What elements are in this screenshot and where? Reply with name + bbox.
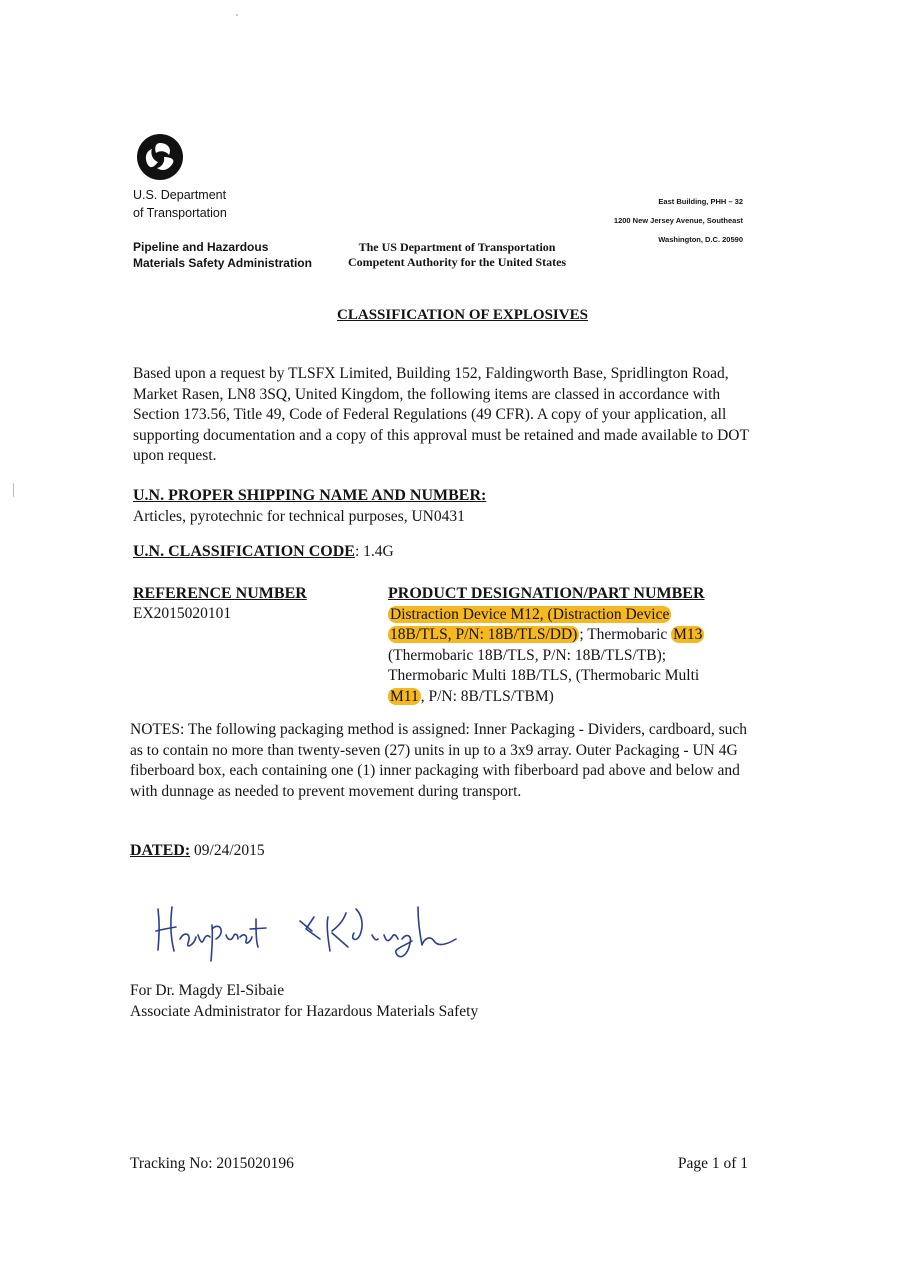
product-text: , P/N: 8B/TLS/TBM) (420, 687, 554, 705)
competent-authority (348, 240, 566, 270)
product-text: (Thermobaric 18B/TLS, P/N: 18B/TLS/TB); (388, 646, 667, 664)
reference-heading: REFERENCE NUMBER (133, 585, 307, 602)
agency-line-2: Materials Safety Administration (133, 256, 312, 270)
page-number: Page 1 of 1 (677, 1155, 748, 1172)
product-highlight: M11 (390, 687, 419, 705)
dot-logo (136, 133, 184, 181)
signature-graphic (150, 895, 470, 965)
scan-speck (236, 14, 238, 16)
address-line-1: East Building, PHH – 32 (658, 197, 743, 206)
shipping-heading: U.N. PROPER SHIPPING NAME AND NUMBER (133, 487, 481, 504)
tracking-number: Tracking No: 2015020196 (130, 1155, 294, 1172)
product-highlight: 18B/TLS, P/N: 18B/TLS/DD) (390, 626, 578, 643)
authority-line-1: The US Department of Transportation (358, 240, 556, 254)
signatory-title: Associate Administrator for Hazardous Materials Safety (130, 1003, 479, 1020)
shipping-section: U.N. PROPER SHIPPING NAME AND NUMBER: Articles, pyrotechnic for technical purposes, UN0431 (133, 486, 486, 527)
dated-line: DATED: 09/24/2015 (130, 842, 265, 859)
agency-line-1: Pipeline and Hazardous (133, 240, 269, 254)
address-block (614, 192, 743, 249)
dot-triskelion-icon (136, 133, 184, 181)
for-line: For Dr. Magdy El-Sibaie (130, 982, 285, 999)
product-highlight: M13 (673, 626, 703, 643)
reference-value: EX2015020101 (133, 605, 232, 622)
dated-value: 09/24/2015 (194, 842, 265, 859)
authority-line-2: Competent Authority for the United States (348, 255, 567, 269)
signatory-block (130, 980, 478, 1022)
shipping-value: Articles, pyrotechnic for technical purposes, UN0431 (133, 507, 465, 525)
intro-paragraph: Based upon a request by TLSFX Limited, Building 152, Faldingworth Base, Spridlington Road, Market Rasen, LN8 3SQ, United Kingdom, the following items are classed in accordance with Section 173.56, Title 49, Code of Federal Regulations (49 CFR). A copy of your application, all supporting documentation and a copy of this approval must be retained and made available to DOT upon request. (133, 365, 749, 464)
product-section (388, 584, 748, 707)
address-line-3: Washington, D.C. 20590 (658, 235, 743, 244)
reference-section (133, 584, 307, 624)
signature-text (150, 895, 157, 896)
notes-paragraph: NOTES: The following packaging method is assigned: Inner Packaging - Dividers, cardboard, such as to contain no more than twenty-seven (27) units in up to a 3x9 array. Outer Packaging - UN 4G fiberboard box, each containing one (1) inner packaging with fiberboard pad above and below and with dunnage as needed to prevent movement during transport. (130, 721, 747, 800)
product-heading: PRODUCT DESIGNATION/PART NUMBER (388, 585, 705, 602)
handwritten-signature (150, 895, 470, 970)
scan-speck (13, 483, 14, 497)
department-line-1: U.S. Department (133, 188, 227, 202)
address-line-2: 1200 New Jersey Avenue, Southeast (613, 216, 743, 225)
classification-heading: U.N. CLASSIFICATION CODE (133, 543, 355, 560)
document-title: CLASSIFICATION OF EXPLOSIVES (337, 307, 588, 323)
classification-value: 1.4G (363, 543, 394, 560)
product-text: ; Thermobaric (579, 626, 672, 643)
product-text: Thermobaric Multi 18B/TLS, (Thermobaric Multi (388, 667, 700, 684)
classification-section: U.N. CLASSIFICATION CODE: 1.4G (133, 543, 394, 560)
agency-name (133, 239, 312, 271)
product-highlight: Distraction Device M12, (Distraction Device (390, 605, 670, 623)
department-name (133, 186, 227, 222)
dated-label: DATED (130, 842, 185, 859)
department-line-2: of Transportation (133, 206, 227, 220)
